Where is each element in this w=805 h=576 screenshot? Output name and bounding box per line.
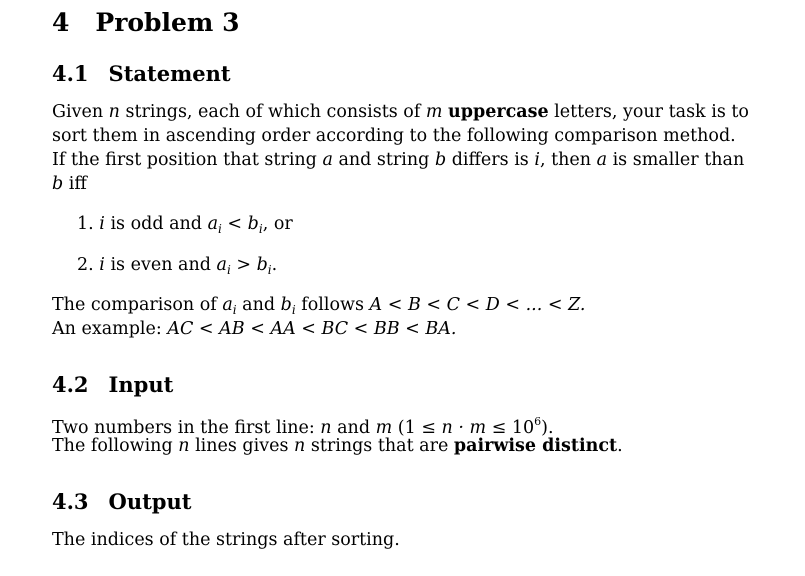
alphabet-order: A < B < C < D < ... < Z. [369,295,586,315]
output-number: 4.3 [52,489,89,514]
input-heading [52,372,173,397]
output-text: The indices of the strings after sorting. [52,530,400,550]
list-marker: 1. [77,214,94,234]
statement-number: 4.1 [52,61,89,86]
list-item: 1. i is odd and $a_i < b_i$, or [77,214,293,236]
section-heading [52,8,240,37]
example-sequence: AC < AB < AA < BC < BB < BA. [167,319,457,339]
comparison-line: The comparison of $a_i$ and $b_i$ follows A < B < C < D < ... < Z. [52,295,586,317]
statement-line-2: sort them in ascending order according to the following comparison method. [52,126,736,146]
list-item: 2. i is even and $a_i > b_i$. [77,255,278,277]
input-line-2: The following n lines gives n strings that are pairwise distinct. [52,436,623,456]
section-title: Problem 3 [95,8,240,37]
bold-uppercase: uppercase [448,102,549,122]
example-line: An example: AC < AB < AA < BC < BB < BA. [52,319,457,339]
list-marker: 2. [77,255,94,275]
input-title: Input [108,372,174,397]
output-title: Output [108,489,192,514]
statement-line-1: Given n strings, each of which consists of m uppercase letters, your task is to [52,102,749,122]
section-number: 4 [52,8,70,37]
bold-pairwise-distinct: pairwise distinct [453,436,618,456]
statement-heading [52,61,231,86]
statement-line-3: If the first position that string a and string b differs is i, then a is smaller than [52,150,745,170]
output-heading [52,489,191,514]
statement-title: Statement [108,61,231,86]
input-number: 4.2 [52,372,89,397]
statement-line-4: b iff [52,174,87,194]
input-line-1: Two numbers in the first line: n and m $(1 \le n \cdot m \le 10^6)$. [52,415,554,438]
